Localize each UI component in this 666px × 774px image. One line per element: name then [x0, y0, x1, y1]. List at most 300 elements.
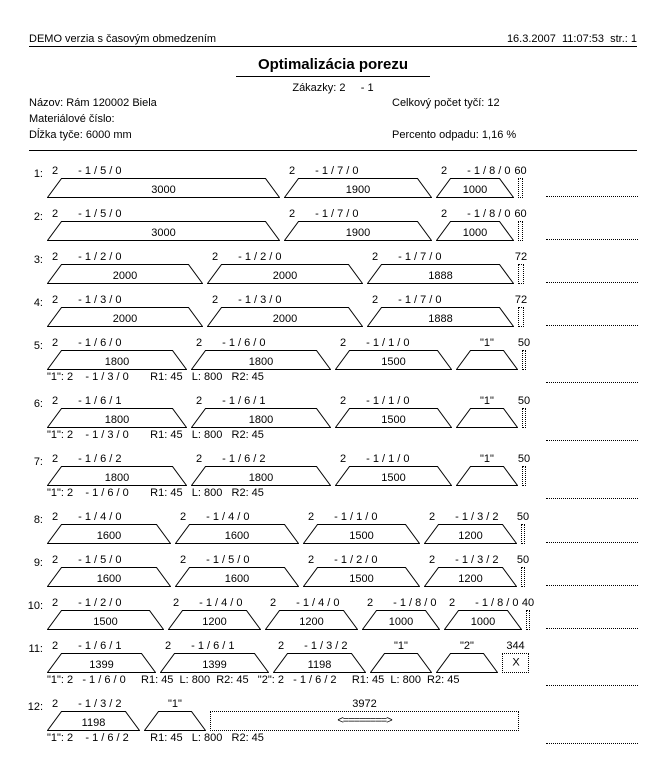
ref-piece [436, 640, 498, 673]
cut-piece [444, 597, 522, 630]
piece-label [160, 640, 269, 653]
piece-trapezoid [47, 711, 140, 731]
piece-label [284, 165, 432, 178]
piece-code: - 1 / 2 / 0 [78, 597, 122, 609]
piece-code: - 1 / 2 / 0 [238, 251, 282, 263]
piece-trapezoid [284, 178, 432, 198]
notes-dotted-line [546, 196, 638, 197]
waste-percent: Percento odpadu: 1,16 % [392, 129, 517, 141]
waste-length-value: 50 [516, 554, 530, 566]
bar-row [29, 511, 637, 544]
piece-length: 3000 [151, 184, 176, 196]
piece-length: 3000 [151, 227, 176, 239]
piece-trapezoid [424, 524, 517, 544]
info-block [29, 95, 637, 151]
piece-code: - 1 / 6 / 1 [222, 395, 266, 407]
piece-length: 1399 [202, 659, 227, 671]
bar-row [29, 294, 637, 327]
piece-label [191, 337, 331, 350]
piece-code: - 1 / 5 / 0 [78, 165, 122, 177]
piece-qty: 2 [165, 640, 172, 652]
bar-subtext: "1": 2 - 1 / 3 / 0 R1: 45 L: 800 R2: 45 [47, 429, 264, 441]
piece-code: - 1 / 5 / 0 [206, 554, 250, 566]
piece-qty: 2 [429, 554, 436, 566]
piece-label [47, 453, 187, 466]
cut-piece [47, 165, 280, 198]
waste-box [522, 408, 526, 428]
piece-code: - 1 / 3 / 0 [78, 294, 122, 306]
bar-number-label: 11: [28, 643, 43, 655]
bar-row [29, 395, 637, 442]
orders-line: Zákazky: 2 - 1 [292, 82, 374, 94]
bar-number-label: 8: [33, 514, 43, 526]
cutting-plan [29, 165, 637, 745]
piece-trapezoid [335, 408, 452, 428]
piece-length: 2000 [112, 270, 138, 282]
piece-length: 2000 [272, 313, 298, 325]
cut-piece [47, 698, 140, 731]
piece-label [191, 395, 331, 408]
cut-piece [47, 251, 203, 284]
pieces-strip [47, 698, 637, 731]
piece-label [175, 554, 299, 567]
cut-piece [424, 511, 517, 544]
cut-piece [284, 165, 432, 198]
waste-length-label [502, 640, 529, 653]
piece-label: "1" [480, 395, 494, 407]
piece-qty: 2 [52, 511, 59, 523]
piece-trapezoid [335, 350, 452, 370]
waste-length-label [516, 554, 530, 567]
piece-length: 1500 [381, 472, 406, 484]
piece-code: - 1 / 8 / 0 [467, 208, 511, 220]
cut-piece [284, 208, 432, 241]
cut-piece [335, 395, 452, 428]
piece-label: "1" [480, 453, 494, 465]
info-line-3 [29, 127, 637, 143]
piece-code: - 1 / 6 / 2 [222, 453, 266, 465]
cut-piece [273, 640, 366, 673]
cut-piece [175, 554, 299, 587]
cut-piece [47, 453, 187, 486]
piece-label: "1" [480, 337, 494, 349]
piece-code: - 1 / 8 / 0 [467, 165, 511, 177]
waste-length-label [514, 208, 527, 221]
pieces-strip [47, 294, 637, 327]
piece-trapezoid [424, 567, 517, 587]
bar-number-label: 2: [33, 211, 43, 223]
waste-box [518, 307, 524, 327]
piece-length: 1600 [96, 530, 122, 542]
pieces-strip [47, 453, 637, 486]
piece-length: 1500 [381, 414, 406, 426]
piece-code: - 1 / 2 / 0 [78, 251, 122, 263]
page-title: Optimalizácia porezu [236, 56, 430, 77]
piece-code: - 1 / 3 / 2 [78, 698, 122, 710]
piece-code: - 1 / 2 / 0 [334, 554, 378, 566]
piece-code: - 1 / 3 / 2 [304, 640, 348, 652]
job-name: Názov: Rám 120002 Biela [29, 97, 157, 109]
piece-label [47, 337, 187, 350]
bar-row [29, 640, 637, 687]
pieces-strip [47, 337, 637, 370]
cut-piece [47, 337, 187, 370]
piece-code: - 1 / 5 / 0 [78, 554, 122, 566]
piece-length: 1888 [428, 270, 453, 282]
piece-label [47, 165, 280, 178]
pieces-strip [47, 554, 637, 587]
pieces-strip [47, 165, 637, 198]
piece-label [47, 554, 171, 567]
waste-piece [514, 294, 528, 327]
piece-label [303, 554, 420, 567]
piece-trapezoid [168, 610, 261, 630]
piece-code: - 1 / 6 / 0 [78, 337, 122, 349]
piece-qty: 2 [173, 597, 180, 609]
cut-piece [207, 294, 363, 327]
total-bars: Celkový počet tyčí: 12 [392, 97, 500, 109]
piece-label: "1" [168, 698, 182, 710]
notes-dotted-line [546, 382, 638, 383]
cut-piece [47, 640, 156, 673]
notes-dotted-line [546, 685, 638, 686]
waste-x-mark: X [512, 656, 519, 669]
piece-label [273, 640, 366, 653]
piece-length: 1800 [104, 472, 130, 484]
piece-qty: 2 [212, 294, 219, 306]
piece-length: 2000 [272, 270, 298, 282]
piece-trapezoid [436, 178, 514, 198]
ref-piece [456, 453, 518, 486]
piece-length: 1500 [349, 530, 374, 542]
bar-number-label: 6: [33, 398, 43, 410]
piece-qty: 2 [52, 294, 59, 306]
rest-piece [210, 698, 519, 731]
notes-dotted-line [546, 628, 638, 629]
cut-piece [207, 251, 363, 284]
piece-qty: 2 [340, 453, 347, 465]
bar-row [29, 554, 637, 587]
piece-qty: 2 [52, 251, 59, 263]
piece-length: 1800 [104, 356, 130, 368]
cut-piece [335, 337, 452, 370]
piece-code: - 1 / 6 / 0 [222, 337, 266, 349]
piece-length: 1600 [96, 573, 122, 585]
piece-length: 1200 [458, 530, 483, 542]
piece-length: 1000 [462, 184, 488, 196]
cut-piece [367, 294, 514, 327]
rest-box [210, 711, 519, 731]
piece-label [47, 251, 203, 264]
piece-length: 1500 [381, 356, 406, 368]
waste-piece [514, 251, 528, 284]
piece-label [335, 395, 452, 408]
waste-piece [517, 395, 531, 428]
piece-label [47, 208, 280, 221]
piece-qty: 2 [52, 698, 59, 710]
piece-label [47, 640, 156, 653]
notes-dotted-line [546, 498, 638, 499]
piece-qty: 2 [308, 554, 315, 566]
piece-label [47, 698, 140, 711]
piece-trapezoid [207, 264, 363, 284]
piece-length: 1600 [224, 573, 250, 585]
piece-length: 1200 [458, 573, 483, 585]
piece-qty: 2 [196, 337, 203, 349]
piece-trapezoid [273, 653, 366, 673]
piece-label: "1" [394, 640, 408, 652]
bar-subtext: "1": 2 - 1 / 6 / 0 R1: 45 L: 800 R2: 45 "2": 2 - 1 / 6 / 2 R1: 45 L: 800 R2: 45 [47, 674, 460, 686]
trapezoid-outline [436, 653, 498, 673]
pieces-strip [47, 208, 637, 241]
notes-dotted-line [546, 440, 638, 441]
piece-label [436, 165, 514, 178]
rest-arrow-mark: <========> [337, 714, 392, 727]
piece-trapezoid [265, 610, 358, 630]
piece-length: 1800 [248, 472, 274, 484]
cut-piece [367, 251, 514, 284]
pieces-strip [47, 511, 637, 544]
piece-code: - 1 / 4 / 0 [206, 511, 250, 523]
waste-box [518, 178, 523, 198]
piece-code: - 1 / 1 / 0 [366, 337, 410, 349]
waste-length-value: 344 [506, 640, 525, 652]
piece-code: - 1 / 7 / 0 [315, 208, 359, 220]
waste-piece [517, 453, 531, 486]
waste-piece [517, 337, 531, 370]
waste-box [521, 567, 525, 587]
waste-box [522, 350, 526, 370]
waste-length-value: 60 [514, 165, 527, 177]
piece-label [335, 453, 452, 466]
notes-dotted-line [546, 239, 638, 240]
piece-code: - 1 / 5 / 0 [78, 208, 122, 220]
piece-code: - 1 / 7 / 0 [398, 294, 442, 306]
piece-label [424, 511, 517, 524]
bar-row [29, 337, 637, 384]
notes-dotted-line [546, 282, 638, 283]
cut-piece [424, 554, 517, 587]
piece-length: 1900 [345, 184, 371, 196]
waste-box [522, 466, 526, 486]
piece-length: 1000 [462, 227, 488, 239]
piece-qty: 2 [441, 208, 448, 220]
piece-trapezoid [191, 350, 331, 370]
waste-length-label [210, 698, 519, 711]
bar-row [29, 165, 637, 198]
piece-qty: 2 [372, 294, 379, 306]
piece-code: - 1 / 3 / 0 [238, 294, 282, 306]
waste-length-label [517, 453, 531, 466]
waste-box [518, 264, 524, 284]
piece-qty: 2 [270, 597, 277, 609]
waste-length-label [514, 294, 528, 307]
piece-code: - 1 / 3 / 2 [455, 511, 499, 523]
bar-row [29, 453, 637, 500]
page-header [29, 0, 637, 47]
piece-qty: 2 [52, 453, 59, 465]
piece-qty: 2 [278, 640, 285, 652]
piece-qty: 2 [449, 597, 456, 609]
piece-label [265, 597, 358, 610]
piece-trapezoid [456, 466, 518, 486]
piece-trapezoid [370, 653, 432, 673]
piece-trapezoid [47, 350, 187, 370]
piece-qty: 2 [372, 251, 379, 263]
piece-trapezoid [436, 221, 514, 241]
info-line-1 [29, 95, 637, 111]
bar-row [29, 698, 637, 745]
piece-length: 1198 [81, 717, 106, 729]
cut-piece [47, 511, 171, 544]
piece-length: 1399 [89, 659, 114, 671]
piece-label [284, 208, 432, 221]
title-wrap [0, 56, 666, 77]
demo-note: DEMO verzia s časovým obmedzením [29, 33, 217, 45]
waste-length-value: 72 [514, 294, 528, 306]
bar-length: Dĺžka tyče: 6000 mm [29, 129, 132, 141]
piece-trapezoid [335, 466, 452, 486]
piece-trapezoid [367, 264, 514, 284]
notes-dotted-line [546, 325, 638, 326]
piece-trapezoid [456, 408, 518, 428]
piece-code: - 1 / 7 / 0 [398, 251, 442, 263]
piece-code: - 1 / 4 / 0 [296, 597, 340, 609]
waste-piece [514, 208, 527, 241]
piece-qty: 2 [52, 165, 59, 177]
piece-label [367, 251, 514, 264]
ref-piece [456, 337, 518, 370]
piece-code: - 1 / 8 / 0 [393, 597, 437, 609]
bar-subtext: "1": 2 - 1 / 3 / 0 R1: 45 L: 800 R2: 45 [47, 371, 264, 383]
bar-number-label: 9: [33, 557, 43, 569]
pieces-strip [47, 395, 637, 428]
ref-piece [456, 395, 518, 428]
cut-piece [47, 395, 187, 428]
datetime-page: 16.3.2007 11:07:53 str.: 1 [506, 33, 637, 45]
piece-label [168, 597, 261, 610]
piece-trapezoid [207, 307, 363, 327]
piece-length: 1800 [248, 414, 274, 426]
cut-piece [436, 165, 514, 198]
piece-trapezoid [144, 711, 206, 731]
piece-label [47, 395, 187, 408]
piece-trapezoid [47, 610, 164, 630]
piece-length: 1200 [299, 616, 324, 628]
bar-row [29, 251, 637, 284]
waste-length-label [516, 511, 530, 524]
piece-trapezoid [175, 567, 299, 587]
piece-trapezoid [362, 610, 440, 630]
waste-box [526, 610, 530, 630]
piece-label [367, 294, 514, 307]
pieces-strip [47, 251, 637, 284]
cut-piece [335, 453, 452, 486]
piece-trapezoid [284, 221, 432, 241]
ref-piece [144, 698, 206, 731]
piece-trapezoid [47, 653, 156, 673]
piece-label [47, 597, 164, 610]
piece-label [47, 511, 171, 524]
waste-box [518, 221, 523, 241]
waste-length-label [517, 395, 531, 408]
bar-number-label: 5: [33, 340, 43, 352]
waste-length-value: 50 [516, 511, 530, 523]
cut-piece [47, 554, 171, 587]
piece-code: - 1 / 1 / 0 [366, 395, 410, 407]
piece-length: 1500 [349, 573, 374, 585]
ref-piece [370, 640, 432, 673]
cut-piece [303, 554, 420, 587]
piece-qty: 2 [441, 165, 448, 177]
piece-trapezoid [303, 567, 420, 587]
piece-trapezoid [191, 408, 331, 428]
notes-dotted-line [546, 743, 638, 744]
piece-code: - 1 / 7 / 0 [315, 165, 359, 177]
waste-length-value: 72 [514, 251, 528, 263]
bar-number-label: 10: [27, 600, 43, 612]
cut-piece [47, 294, 203, 327]
bar-number-label: 1: [33, 168, 43, 180]
waste-length-value: 60 [514, 208, 527, 220]
waste-length-label [514, 165, 527, 178]
piece-length: 1800 [248, 356, 274, 368]
waste-length-label [517, 337, 531, 350]
piece-trapezoid [47, 524, 171, 544]
cut-piece [191, 337, 331, 370]
piece-qty: 2 [289, 208, 296, 220]
piece-label [207, 251, 363, 264]
piece-trapezoid [47, 408, 187, 428]
bar-subtext: "1": 2 - 1 / 6 / 0 R1: 45 L: 800 R2: 45 [47, 487, 264, 499]
piece-length: 1198 [307, 659, 332, 671]
piece-code: - 1 / 1 / 0 [334, 511, 378, 523]
piece-trapezoid [436, 653, 498, 673]
piece-label [362, 597, 440, 610]
piece-trapezoid [367, 307, 514, 327]
cut-piece [47, 597, 164, 630]
piece-qty: 2 [180, 554, 187, 566]
piece-qty: 2 [180, 511, 187, 523]
piece-qty: 2 [52, 208, 59, 220]
cut-piece [362, 597, 440, 630]
cut-piece [47, 208, 280, 241]
bar-row [29, 208, 637, 241]
piece-qty: 2 [52, 640, 59, 652]
waste-x-box [502, 653, 529, 673]
cut-piece [160, 640, 269, 673]
waste-length-value: 40 [521, 597, 535, 609]
cut-piece [436, 208, 514, 241]
waste-length-label [514, 251, 528, 264]
waste-piece [521, 597, 535, 630]
piece-code: - 1 / 3 / 2 [455, 554, 499, 566]
piece-qty: 2 [289, 165, 296, 177]
piece-code: - 1 / 6 / 1 [191, 640, 235, 652]
piece-length: 1200 [202, 616, 227, 628]
piece-qty: 2 [340, 395, 347, 407]
piece-label [207, 294, 363, 307]
cut-piece [265, 597, 358, 630]
piece-trapezoid [191, 466, 331, 486]
piece-length: 1900 [345, 227, 371, 239]
piece-trapezoid [456, 350, 518, 370]
cut-piece [175, 511, 299, 544]
piece-length: 1500 [93, 616, 118, 628]
piece-qty: 2 [196, 395, 203, 407]
piece-code: - 1 / 6 / 1 [78, 640, 122, 652]
bar-number-label: 4: [33, 297, 43, 309]
